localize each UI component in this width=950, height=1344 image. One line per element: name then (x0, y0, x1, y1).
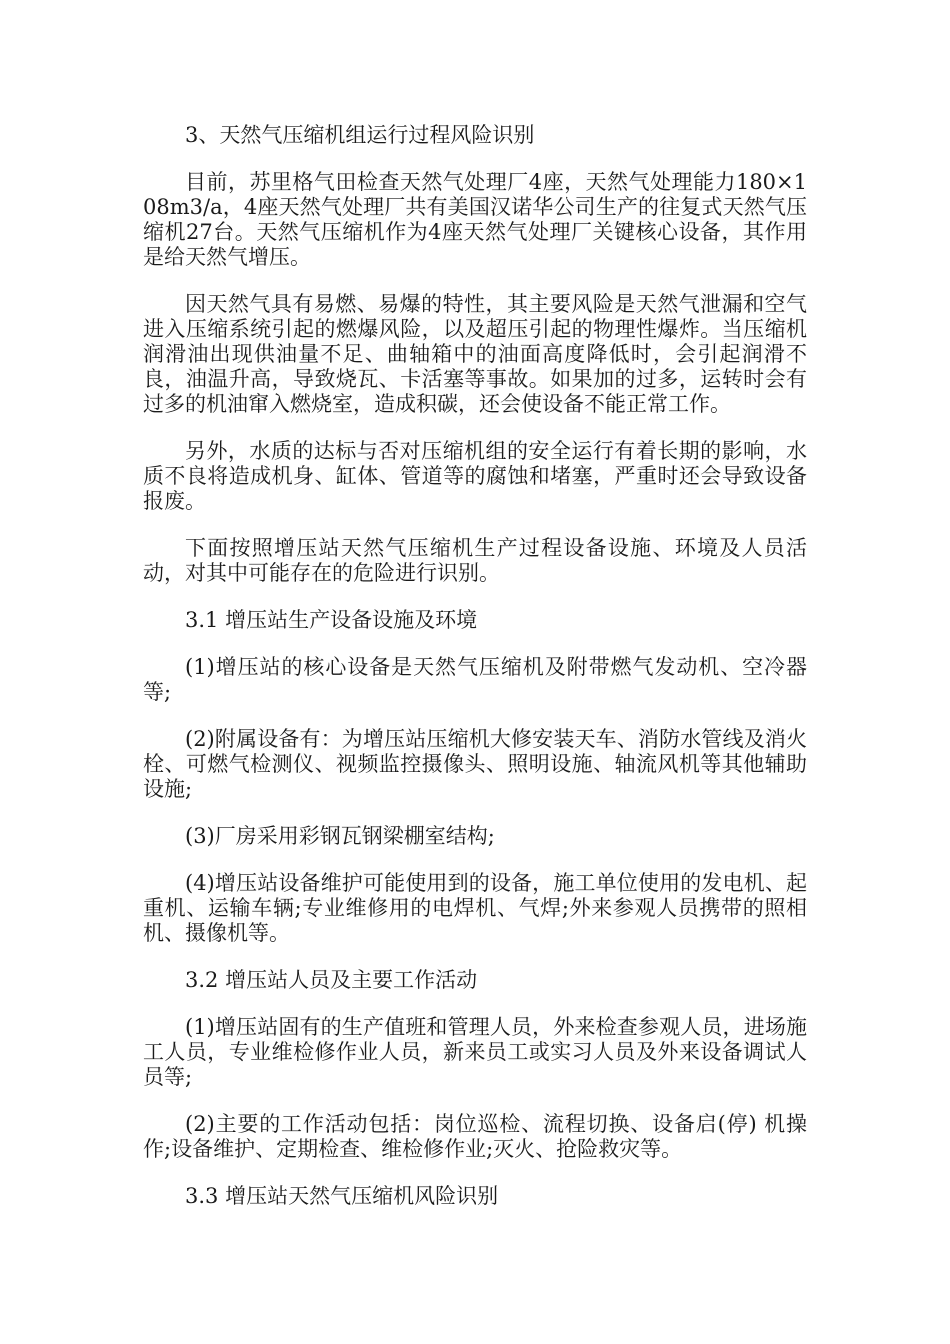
list-item-equipment-4: (4)增压站设备维护可能使用到的设备，施工单位使用的发电机、起重机、运输车辆;专业维修用的电焊机、气焊;外来参观人员携带的照相机、摄像机等。 (143, 871, 807, 945)
section-heading-3-3: 3.3 增压站天然气压缩机风险识别 (185, 1184, 499, 1208)
list-item-equipment-1: (1)增压站的核心设备是天然气压缩机及附带燃气发动机、空冷器等; (143, 655, 807, 704)
document-body (143, 123, 807, 1231)
list-item-equipment-2: (2)附属设备有：为增压站压缩机大修安装天车、消防水管线及消火栓、可燃气检测仪、视频监控摄像头、照明设施、轴流风机等其他辅助设施; (143, 727, 807, 801)
list-item-personnel-1: (1)增压站固有的生产值班和管理人员，外来检查参观人员，进场施工人员，专业维检修作业人员，新来员工或实习人员及外来设备调试人员等; (143, 1015, 807, 1089)
list-item-personnel-2: (2)主要的工作活动包括：岗位巡检、流程切换、设备启(停) 机操作;设备维护、定期检查、维检修作业;灭火、抢险救灾等。 (143, 1112, 807, 1161)
list-item-equipment-3: (3)厂房采用彩钢瓦钢梁棚室结构; (185, 824, 495, 848)
section-heading-3-1: 3.1 增压站生产设备设施及环境 (185, 608, 478, 632)
section-heading-3-2: 3.2 增压站人员及主要工作活动 (185, 968, 478, 992)
paragraph-water-quality: 另外，水质的达标与否对压缩机组的安全运行有着长期的影响，水质不良将造成机身、缸体、管道等的腐蚀和堵塞，严重时还会导致设备报废。 (143, 439, 807, 513)
section-heading-3: 3、天然气压缩机组运行过程风险识别 (185, 123, 535, 147)
paragraph-identification-intro: 下面按照增压站天然气压缩机生产过程设备设施、环境及人员活动，对其中可能存在的危险进行识别。 (143, 536, 807, 585)
paragraph-risks: 因天然气具有易燃、易爆的特性，其主要风险是天然气泄漏和空气进入压缩系统引起的燃爆风险，以及超压引起的物理性爆炸。当压缩机润滑油出现供油量不足、曲轴箱中的油面高度降低时，会引起润滑不良，油温升高，导致烧瓦、卡活塞等事故。如果加的过多，运转时会有过多的机油窜入燃烧室，造成积碳，还会使设备不能正常工作。 (143, 292, 807, 416)
paragraph-overview: 目前，苏里格气田检查天然气处理厂4座，天然气处理能力180×108m3/a，4座天然气处理厂共有美国汉诺华公司生产的往复式天然气压缩机27台。天然气压缩机作为4座天然气处理厂关键核心设备，其作用是给天然气增压。 (143, 170, 807, 269)
